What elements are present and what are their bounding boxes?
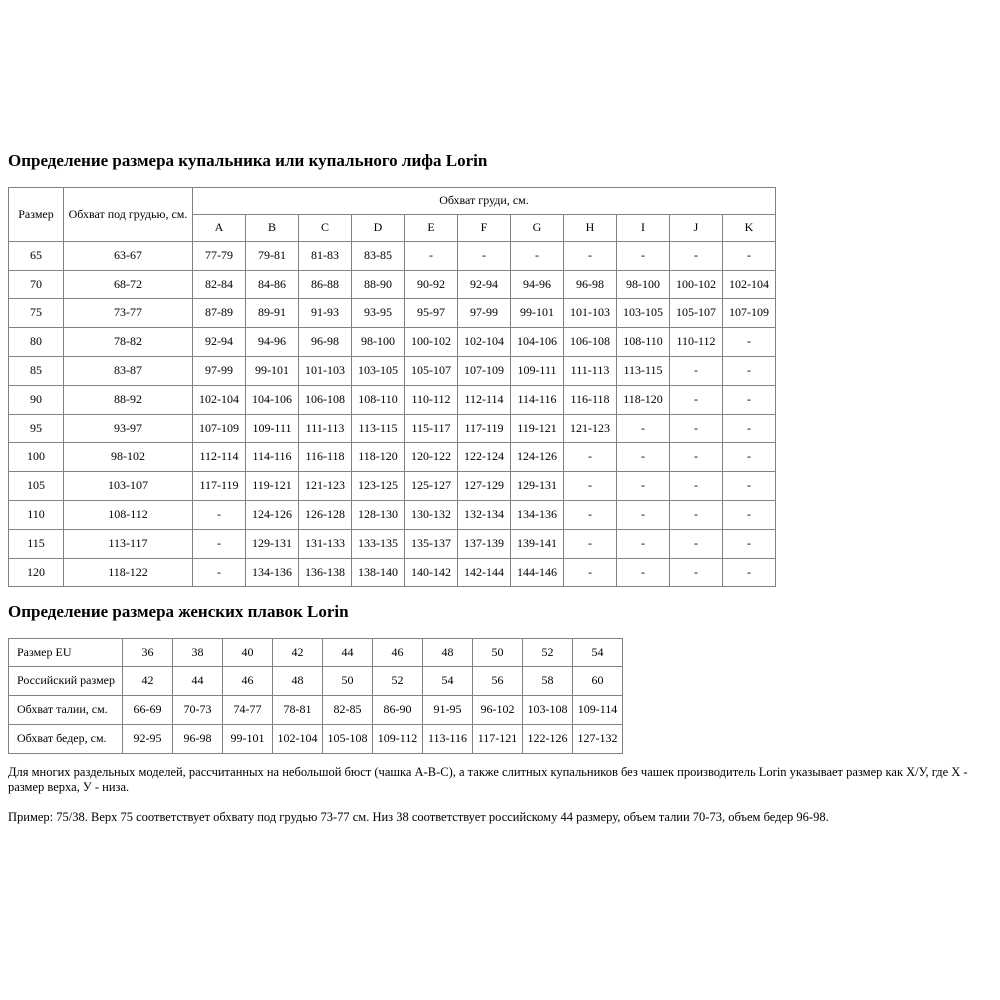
size-value-cell: 42: [123, 667, 173, 696]
cup-value-cell: -: [670, 385, 723, 414]
cup-value-cell: 119-121: [246, 472, 299, 501]
cup-value-cell: 130-132: [405, 501, 458, 530]
bottoms-size-heading: Определение размера женских плавок Lorin: [8, 602, 349, 622]
size-value-cell: 66-69: [123, 696, 173, 725]
size-value-cell: 96-102: [473, 696, 523, 725]
cup-value-cell: -: [670, 241, 723, 270]
cup-value-cell: 121-123: [299, 472, 352, 501]
bra-table-row: [9, 529, 776, 558]
size-value-cell: 36: [123, 638, 173, 667]
bottoms-table-body: [9, 638, 623, 753]
cup-value-cell: -: [670, 414, 723, 443]
size-value-cell: 44: [323, 638, 373, 667]
cup-value-cell: -: [617, 501, 670, 530]
size-cell: 90: [9, 385, 64, 414]
cup-value-cell: 79-81: [246, 241, 299, 270]
bra-table-row: [9, 443, 776, 472]
underbust-cell: 78-82: [64, 328, 193, 357]
bra-table-row: [9, 558, 776, 587]
cup-value-cell: 100-102: [405, 328, 458, 357]
cup-value-cell: -: [617, 558, 670, 587]
size-value-cell: 127-132: [573, 725, 623, 754]
cup-value-cell: 111-113: [564, 357, 617, 386]
cup-letter-header: C: [299, 215, 352, 242]
cup-value-cell: 118-120: [352, 443, 405, 472]
size-value-cell: 96-98: [173, 725, 223, 754]
size-cell: 120: [9, 558, 64, 587]
cup-value-cell: -: [723, 443, 776, 472]
row-label-cell: Обхват бедер, см.: [9, 725, 123, 754]
cup-value-cell: 106-108: [299, 385, 352, 414]
cup-value-cell: 96-98: [299, 328, 352, 357]
cup-value-cell: 129-131: [246, 529, 299, 558]
cup-value-cell: 77-79: [193, 241, 246, 270]
cup-value-cell: -: [193, 501, 246, 530]
bra-table-row: [9, 270, 776, 299]
cup-value-cell: 144-146: [511, 558, 564, 587]
cup-value-cell: -: [723, 357, 776, 386]
cup-letter-header: I: [617, 215, 670, 242]
cup-value-cell: -: [617, 529, 670, 558]
cup-value-cell: 88-90: [352, 270, 405, 299]
size-value-cell: 60: [573, 667, 623, 696]
underbust-cell: 118-122: [64, 558, 193, 587]
cup-value-cell: 134-136: [511, 501, 564, 530]
cup-value-cell: 117-119: [193, 472, 246, 501]
cup-value-cell: 100-102: [670, 270, 723, 299]
cup-value-cell: 103-105: [352, 357, 405, 386]
cup-value-cell: 126-128: [299, 501, 352, 530]
cup-value-cell: 112-114: [193, 443, 246, 472]
size-value-cell: 50: [323, 667, 373, 696]
cup-value-cell: 81-83: [299, 241, 352, 270]
cup-value-cell: 107-109: [723, 299, 776, 328]
size-cell: 115: [9, 529, 64, 558]
cup-letter-header: F: [458, 215, 511, 242]
cup-value-cell: 87-89: [193, 299, 246, 328]
size-value-cell: 52: [373, 667, 423, 696]
cup-value-cell: 134-136: [246, 558, 299, 587]
cup-value-cell: -: [193, 529, 246, 558]
cup-value-cell: -: [511, 241, 564, 270]
cup-value-cell: -: [617, 472, 670, 501]
cup-value-cell: -: [670, 501, 723, 530]
size-value-cell: 54: [573, 638, 623, 667]
cup-value-cell: 89-91: [246, 299, 299, 328]
cup-value-cell: 92-94: [193, 328, 246, 357]
size-value-cell: 74-77: [223, 696, 273, 725]
cup-value-cell: 113-115: [617, 357, 670, 386]
size-value-cell: 109-112: [373, 725, 423, 754]
cup-value-cell: 142-144: [458, 558, 511, 587]
size-value-cell: 46: [373, 638, 423, 667]
size-cell: 65: [9, 241, 64, 270]
size-value-cell: 82-85: [323, 696, 373, 725]
row-label-cell: Российский размер: [9, 667, 123, 696]
cup-value-cell: 128-130: [352, 501, 405, 530]
size-cell: 100: [9, 443, 64, 472]
bottoms-table-row: [9, 696, 623, 725]
cup-value-cell: 93-95: [352, 299, 405, 328]
cup-value-cell: 124-126: [511, 443, 564, 472]
bra-size-heading: Определение размера купальника или купального лифа Lorin: [8, 151, 488, 170]
cup-value-cell: -: [564, 472, 617, 501]
cup-value-cell: 110-112: [405, 385, 458, 414]
bottoms-size-table: [8, 638, 623, 754]
size-value-cell: 91-95: [423, 696, 473, 725]
cup-value-cell: 117-119: [458, 414, 511, 443]
cup-letter-header: E: [405, 215, 458, 242]
cup-value-cell: 108-110: [617, 328, 670, 357]
underbust-cell: 108-112: [64, 501, 193, 530]
cup-letter-header: K: [723, 215, 776, 242]
bra-table-row: [9, 357, 776, 386]
cup-letter-header: A: [193, 215, 246, 242]
size-value-cell: 52: [523, 638, 573, 667]
cup-value-cell: 120-122: [405, 443, 458, 472]
cup-value-cell: 94-96: [246, 328, 299, 357]
bra-table-row: [9, 299, 776, 328]
bra-header-row-top: [9, 188, 776, 215]
cup-value-cell: 115-117: [405, 414, 458, 443]
cup-value-cell: 99-101: [246, 357, 299, 386]
cup-value-cell: 118-120: [617, 385, 670, 414]
bottoms-table-row: [9, 725, 623, 754]
cup-value-cell: 102-104: [458, 328, 511, 357]
size-value-cell: 56: [473, 667, 523, 696]
col-header-underbust: Обхват под грудью, см.: [64, 188, 193, 242]
cup-value-cell: -: [670, 472, 723, 501]
cup-value-cell: -: [723, 385, 776, 414]
bra-table-header: [9, 188, 776, 242]
cup-value-cell: 109-111: [511, 357, 564, 386]
cup-value-cell: 86-88: [299, 270, 352, 299]
cup-value-cell: 105-107: [670, 299, 723, 328]
size-cell: 110: [9, 501, 64, 530]
cup-value-cell: -: [617, 414, 670, 443]
cup-value-cell: -: [617, 241, 670, 270]
cup-value-cell: 125-127: [405, 472, 458, 501]
bra-table-row: [9, 385, 776, 414]
cup-value-cell: -: [723, 558, 776, 587]
underbust-cell: 103-107: [64, 472, 193, 501]
cup-value-cell: 94-96: [511, 270, 564, 299]
cup-value-cell: 107-109: [193, 414, 246, 443]
underbust-cell: 73-77: [64, 299, 193, 328]
cup-value-cell: 110-112: [670, 328, 723, 357]
size-value-cell: 38: [173, 638, 223, 667]
cup-value-cell: -: [458, 241, 511, 270]
size-value-cell: 102-104: [273, 725, 323, 754]
size-value-cell: 109-114: [573, 696, 623, 725]
cup-value-cell: 101-103: [299, 357, 352, 386]
cup-value-cell: 101-103: [564, 299, 617, 328]
cup-letter-header: G: [511, 215, 564, 242]
cup-value-cell: 116-118: [299, 443, 352, 472]
cup-value-cell: 98-100: [617, 270, 670, 299]
bra-table-row: [9, 328, 776, 357]
size-value-cell: 117-121: [473, 725, 523, 754]
size-cell: 105: [9, 472, 64, 501]
size-cell: 75: [9, 299, 64, 328]
bra-table-row: [9, 501, 776, 530]
size-value-cell: 99-101: [223, 725, 273, 754]
cup-value-cell: -: [723, 328, 776, 357]
size-cell: 95: [9, 414, 64, 443]
note-example: Пример: 75/38. Верх 75 соответствует обхвату под грудью 73-77 см. Низ 38 соответствует российскому 44 размеру, объем талии 70-73, объем бедер 96-98.: [8, 809, 829, 824]
cup-value-cell: 113-115: [352, 414, 405, 443]
size-value-cell: 122-126: [523, 725, 573, 754]
size-value-cell: 40: [223, 638, 273, 667]
bra-table-body: [9, 241, 776, 587]
bottoms-table-row: [9, 638, 623, 667]
cup-value-cell: -: [723, 501, 776, 530]
size-value-cell: 42: [273, 638, 323, 667]
bottoms-table-row: [9, 667, 623, 696]
cup-value-cell: -: [723, 414, 776, 443]
cup-letter-header: H: [564, 215, 617, 242]
size-value-cell: 113-116: [423, 725, 473, 754]
cup-value-cell: 123-125: [352, 472, 405, 501]
size-value-cell: 103-108: [523, 696, 573, 725]
size-value-cell: 86-90: [373, 696, 423, 725]
cup-value-cell: 137-139: [458, 529, 511, 558]
size-value-cell: 78-81: [273, 696, 323, 725]
cup-value-cell: 90-92: [405, 270, 458, 299]
cup-value-cell: 136-138: [299, 558, 352, 587]
size-value-cell: 105-108: [323, 725, 373, 754]
cup-value-cell: 84-86: [246, 270, 299, 299]
cup-value-cell: 131-133: [299, 529, 352, 558]
cup-value-cell: 108-110: [352, 385, 405, 414]
size-value-cell: 48: [423, 638, 473, 667]
cup-value-cell: 103-105: [617, 299, 670, 328]
cup-value-cell: -: [670, 443, 723, 472]
col-header-size: Размер: [9, 188, 64, 242]
cup-value-cell: 114-116: [511, 385, 564, 414]
cup-value-cell: -: [617, 443, 670, 472]
cup-letter-header: J: [670, 215, 723, 242]
cup-value-cell: -: [564, 529, 617, 558]
cup-value-cell: 98-100: [352, 328, 405, 357]
cup-value-cell: 106-108: [564, 328, 617, 357]
cup-value-cell: -: [723, 241, 776, 270]
cup-value-cell: 119-121: [511, 414, 564, 443]
cup-value-cell: -: [405, 241, 458, 270]
cup-value-cell: 138-140: [352, 558, 405, 587]
cup-value-cell: 83-85: [352, 241, 405, 270]
cup-value-cell: 91-93: [299, 299, 352, 328]
underbust-cell: 93-97: [64, 414, 193, 443]
cup-value-cell: 107-109: [458, 357, 511, 386]
underbust-cell: 63-67: [64, 241, 193, 270]
note-split-sizing: Для многих раздельных моделей, рассчитанных на небольшой бюст (чашка A-B-C), а также слитных купальников без чашек производитель Lorin указывает размер как X/У, где X - размер верха, У - низа.: [8, 764, 968, 794]
cup-value-cell: 135-137: [405, 529, 458, 558]
cup-value-cell: 122-124: [458, 443, 511, 472]
cup-value-cell: 114-116: [246, 443, 299, 472]
bra-size-table: [8, 187, 776, 587]
cup-value-cell: -: [723, 529, 776, 558]
cup-value-cell: -: [564, 558, 617, 587]
bra-table-row: [9, 241, 776, 270]
cup-value-cell: -: [670, 558, 723, 587]
cup-value-cell: 104-106: [246, 385, 299, 414]
cup-value-cell: 102-104: [723, 270, 776, 299]
cup-value-cell: -: [564, 241, 617, 270]
cup-value-cell: -: [193, 558, 246, 587]
cup-value-cell: 96-98: [564, 270, 617, 299]
size-value-cell: 48: [273, 667, 323, 696]
cup-letter-header: D: [352, 215, 405, 242]
cup-value-cell: -: [723, 472, 776, 501]
size-value-cell: 70-73: [173, 696, 223, 725]
cup-value-cell: 124-126: [246, 501, 299, 530]
row-label-cell: Размер EU: [9, 638, 123, 667]
cup-value-cell: 92-94: [458, 270, 511, 299]
cup-value-cell: 132-134: [458, 501, 511, 530]
size-cell: 85: [9, 357, 64, 386]
bra-table-row: [9, 472, 776, 501]
cup-value-cell: 111-113: [299, 414, 352, 443]
underbust-cell: 98-102: [64, 443, 193, 472]
cup-value-cell: -: [670, 357, 723, 386]
cup-value-cell: 99-101: [511, 299, 564, 328]
cup-value-cell: 140-142: [405, 558, 458, 587]
underbust-cell: 113-117: [64, 529, 193, 558]
cup-value-cell: 102-104: [193, 385, 246, 414]
cup-value-cell: 97-99: [193, 357, 246, 386]
cup-value-cell: 95-97: [405, 299, 458, 328]
cup-value-cell: 109-111: [246, 414, 299, 443]
cup-value-cell: 127-129: [458, 472, 511, 501]
underbust-cell: 88-92: [64, 385, 193, 414]
cup-value-cell: 116-118: [564, 385, 617, 414]
col-header-bust-group: Обхват груди, см.: [193, 188, 776, 215]
size-value-cell: 50: [473, 638, 523, 667]
size-value-cell: 46: [223, 667, 273, 696]
cup-value-cell: 105-107: [405, 357, 458, 386]
cup-letter-header: B: [246, 215, 299, 242]
size-value-cell: 54: [423, 667, 473, 696]
underbust-cell: 83-87: [64, 357, 193, 386]
cup-value-cell: -: [670, 529, 723, 558]
size-value-cell: 92-95: [123, 725, 173, 754]
size-cell: 80: [9, 328, 64, 357]
size-value-cell: 44: [173, 667, 223, 696]
bra-table-row: [9, 414, 776, 443]
cup-value-cell: 112-114: [458, 385, 511, 414]
size-value-cell: 58: [523, 667, 573, 696]
underbust-cell: 68-72: [64, 270, 193, 299]
cup-value-cell: 139-141: [511, 529, 564, 558]
cup-value-cell: 82-84: [193, 270, 246, 299]
cup-value-cell: 129-131: [511, 472, 564, 501]
cup-value-cell: -: [564, 443, 617, 472]
cup-value-cell: 133-135: [352, 529, 405, 558]
cup-value-cell: -: [564, 501, 617, 530]
cup-value-cell: 121-123: [564, 414, 617, 443]
size-cell: 70: [9, 270, 64, 299]
row-label-cell: Обхват талии, см.: [9, 696, 123, 725]
cup-value-cell: 97-99: [458, 299, 511, 328]
cup-value-cell: 104-106: [511, 328, 564, 357]
